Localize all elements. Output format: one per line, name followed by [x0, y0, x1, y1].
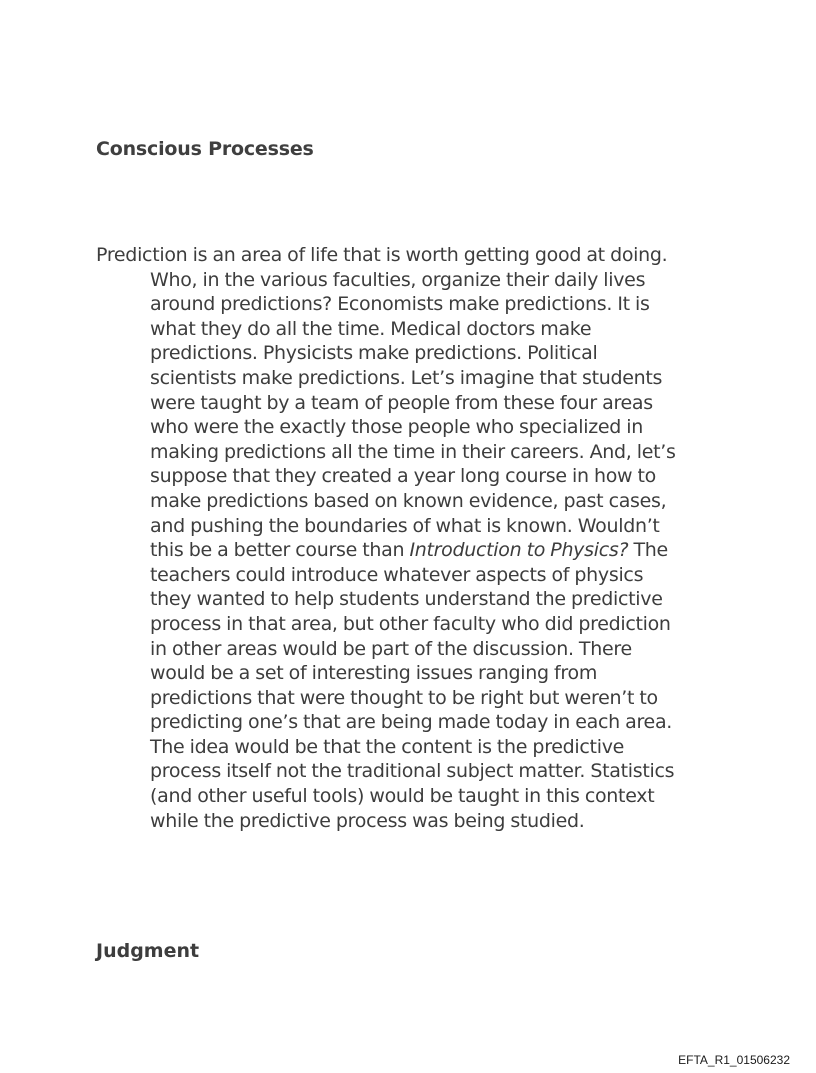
paragraph-text-part2: The teachers could introduce whatever aspects of physics they wanted to help students understand the predictive process in that area, but other faculty who did prediction in other areas would be part of the discussion. There would be a set of interesting issues ranging from predictions that were thought to be right but weren’t to predicting one’s that are being made today in each area. The idea would be that the content is the predictive process itself not the traditional subject matter. Statistics (and other useful tools) would be taught in this context while the predictive process was being studied. — [150, 539, 675, 832]
body-paragraph — [96, 243, 680, 833]
next-section-title: Judgment — [96, 940, 200, 962]
document-id: EFTA_R1_01506232 — [678, 1053, 790, 1067]
paragraph-text-part1: Prediction is an area of life that is worth getting good at doing. Who, in the various faculties, organize their daily lives around predictions? Economists make predictions. It is what they do all the time. Medical doctors make predictions. Physicists make predictions. Political scientists make predictions. Let’s imagine that students were taught by a team of people from these four areas who were the exactly those people who specialized in making predictions all the time in their careers. And, let’s suppose that they created a year long course in how to make predictions based on known evidence, past cases, and pushing the boundaries of what is known. Wouldn’t this be a better course than — [96, 244, 676, 562]
section-title: Conscious Processes — [96, 138, 314, 160]
course-title-italic: Introduction to Physics? — [409, 539, 629, 562]
